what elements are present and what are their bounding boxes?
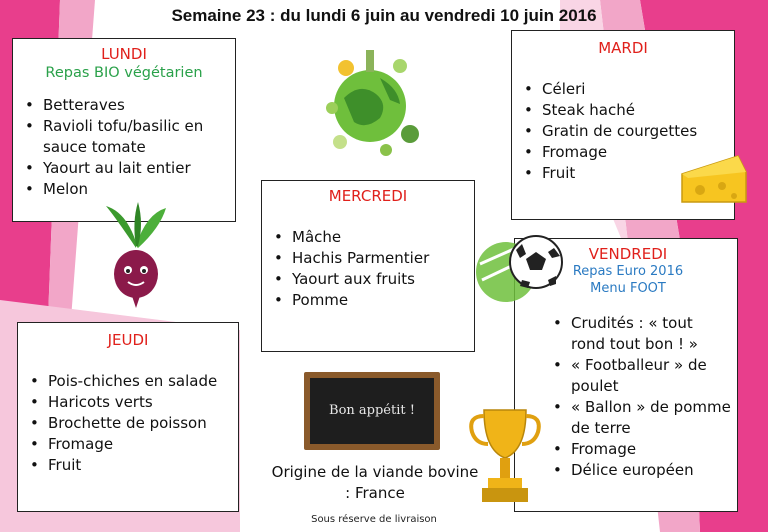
page-title: Semaine 23 : du lundi 6 juin au vendredi 10 juin 2016: [171, 6, 597, 25]
chalkboard-text: Bon appétit !: [310, 378, 434, 444]
vendredi-day-label: VENDREDI: [588, 245, 668, 263]
jeudi-day-label: JEUDI: [107, 331, 149, 349]
list-item: • Haricots verts: [26, 392, 230, 413]
list-item: • Steak haché: [520, 100, 726, 121]
mercredi-items: [270, 227, 466, 311]
cheese-icon: [678, 152, 750, 208]
list-item: • Gratin de courgettes: [520, 121, 726, 142]
list-item: • Crudités : « tout rond tout bon ! »: [549, 313, 731, 355]
meat-origin-text: Origine de la viande bovine : France: [271, 463, 479, 502]
jeudi-items: [26, 371, 230, 476]
jeudi-menu-box: [17, 322, 239, 512]
vendredi-items: [549, 313, 731, 481]
list-item: • Pois-chiches en salade: [26, 371, 230, 392]
list-item: • Pomme: [270, 290, 466, 311]
list-item: • Fruit: [520, 163, 726, 184]
lundi-items: [21, 95, 227, 200]
beetroot-icon: [96, 198, 176, 310]
list-item: • Mâche: [270, 227, 466, 248]
mardi-day-label: MARDI: [598, 39, 648, 57]
list-item: • « Ballon » de pomme de terre: [549, 397, 731, 439]
vendredi-subtitle-1: Repas Euro 2016: [572, 264, 684, 279]
list-item: • Betteraves: [21, 95, 227, 116]
list-item: • Fruit: [26, 455, 230, 476]
delivery-note: Sous réserve de livraison: [311, 514, 437, 525]
mercredi-menu-box: [261, 180, 475, 352]
eco-globe-icon: [310, 38, 430, 168]
list-item: • Ravioli tofu/basilic en sauce tomate: [21, 116, 227, 158]
mercredi-day-label: MERCREDI: [328, 187, 408, 205]
list-item: • Fromage: [26, 434, 230, 455]
vendredi-subtitle-2: Menu FOOT: [590, 281, 666, 296]
list-item: • « Footballeur » de poulet: [549, 355, 731, 397]
list-item: • Melon: [21, 179, 227, 200]
list-item: • Yaourt au lait entier: [21, 158, 227, 179]
chalkboard: [304, 372, 440, 450]
list-item: • Délice européen: [549, 460, 731, 481]
list-item: • Fromage: [549, 439, 731, 460]
list-item: • Yaourt aux fruits: [270, 269, 466, 290]
lundi-day-label: LUNDI: [101, 45, 147, 63]
lundi-menu-box: [12, 38, 236, 222]
list-item: • Fromage: [520, 142, 726, 163]
list-item: • Brochette de poisson: [26, 413, 230, 434]
football-icon: [476, 228, 568, 308]
list-item: • Hachis Parmentier: [270, 248, 466, 269]
lundi-subtitle: Repas BIO végétarien: [45, 65, 203, 81]
list-item: • Céleri: [520, 79, 726, 100]
